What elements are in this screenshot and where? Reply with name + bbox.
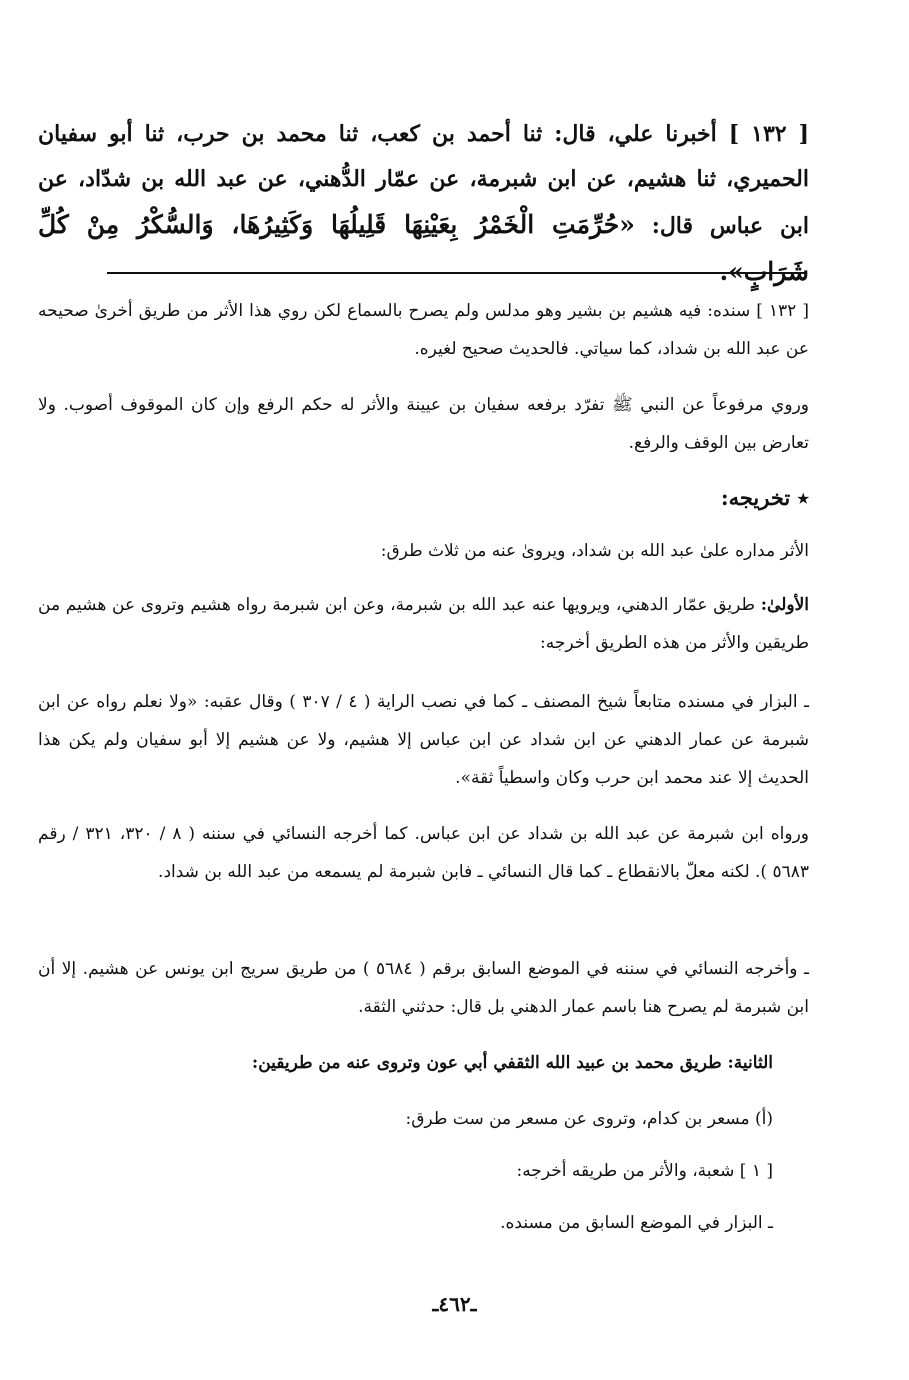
footnote-bazzar-2: ـ البزار في الموضع السابق من مسنده. [500,1213,773,1233]
first-route-text: طريق عمّار الدهني، ويرويها عنه عبد الله بن شبرمة، وعن ابن شبرمة رواه هشيم وتروى عن هشيم من طريقين والأثر من هذه الطريق أخرجه: [38,595,809,653]
narration-quote: «حُرِّمَتِ الْخَمْرُ بِعَيْنِهَا قَلِيلُهَا وَكَثِيرُهَا، وَالسُّكْرُ مِنْ كُلِّ شَرَابٍ». [38,210,809,286]
footnote-ibn-shubruma: ورواه ابن شبرمة عن عبد الله بن شداد عن ابن عباس. كما أخرجه النسائي في سننه ( ٨ / ٣٢٠، ٣٢١ / رقم ٥٦٨٣ ). لكنه معلّ بالانقطاع ـ كما قال النسائي ـ فابن شبرمة لم يسمعه من عبد الله بن شداد. [38,824,809,882]
takhrij-heading: ٭ تخريجه: [720,485,809,510]
first-route-label: الأولىٰ: [760,595,810,615]
main-narration [38,112,809,296]
footnote-sub-1: [ ١ ] شعبة، والأثر من طريقه أخرجه: [516,1161,773,1181]
footnote-first-route [38,586,809,662]
footnote-axis: الأثر مداره علىٰ عبد الله بن شداد، ويرویٰ عنه من ثلاث طرق: [380,541,809,561]
page-number: ـ٤٦٢ـ [432,1292,477,1316]
narration-text: [ ١٣٢ ] أخبرنا علي، قال: ثنا أحمد بن كعب، ثنا محمد بن حرب، ثنا أبو سفيان الحميري، ثنا هشيم، عن ابن شبرمة، عن عمّار الدُّهني، عن عبد الله بن شدّاد، عن ابن عباس قال: [38,121,809,239]
footnote-sub-a: (أ) مسعر بن كدام، وتروى عن مسعر من ست طرق: [405,1109,773,1129]
footnote-second-route: الثانية: طريق محمد بن عبيد الله الثقفي أبي عون وتروى عنه من طريقين: [251,1053,773,1073]
footnote-sanad: [ ١٣٢ ] سنده: فيه هشيم بن بشير وهو مدلس ولم يصرح بالسماع لكن روي هذا الأثر من طريق أخرىٰ صحيحه عن عبد الله بن شداد، كما سياتي. فالحديث صحيح لغيره. [38,301,809,359]
footnote-bazzar: ـ البزار في مسنده متابعاً شيخ المصنف ـ كما في نصب الراية ( ٤ / ٣٠٧ ) وقال عقبه: «ولا نعلم رواه عن ابن شبرمة عن عمار الدهني عن ابن شداد عن ابن عباس إلا هشيم، ولا عن هشيم إلا أبو سفيان ولم يكن هذا الحديث إلا عند محمد ابن حرب وكان واسطياً ثقة». [38,692,809,788]
footnote-nasai: ـ وأخرجه النسائي في سننه في الموضع السابق برقم ( ٥٦٨٤ ) من طريق سريج ابن يونس عن هشيم. إلا أن ابن شبرمة لم يصرح هنا باسم عمار الدهني بل قال: حدثني الثقة. [38,959,809,1017]
footnote-divider [107,272,805,274]
footnote-raised: وروي مرفوعاً عن النبي ﷺ تفرّد برفعه سفيان بن عيينة والأثر له حكم الرفع وإن كان الموقوف أصوب. ولا تعارض بين الوقف والرفع. [38,395,809,453]
